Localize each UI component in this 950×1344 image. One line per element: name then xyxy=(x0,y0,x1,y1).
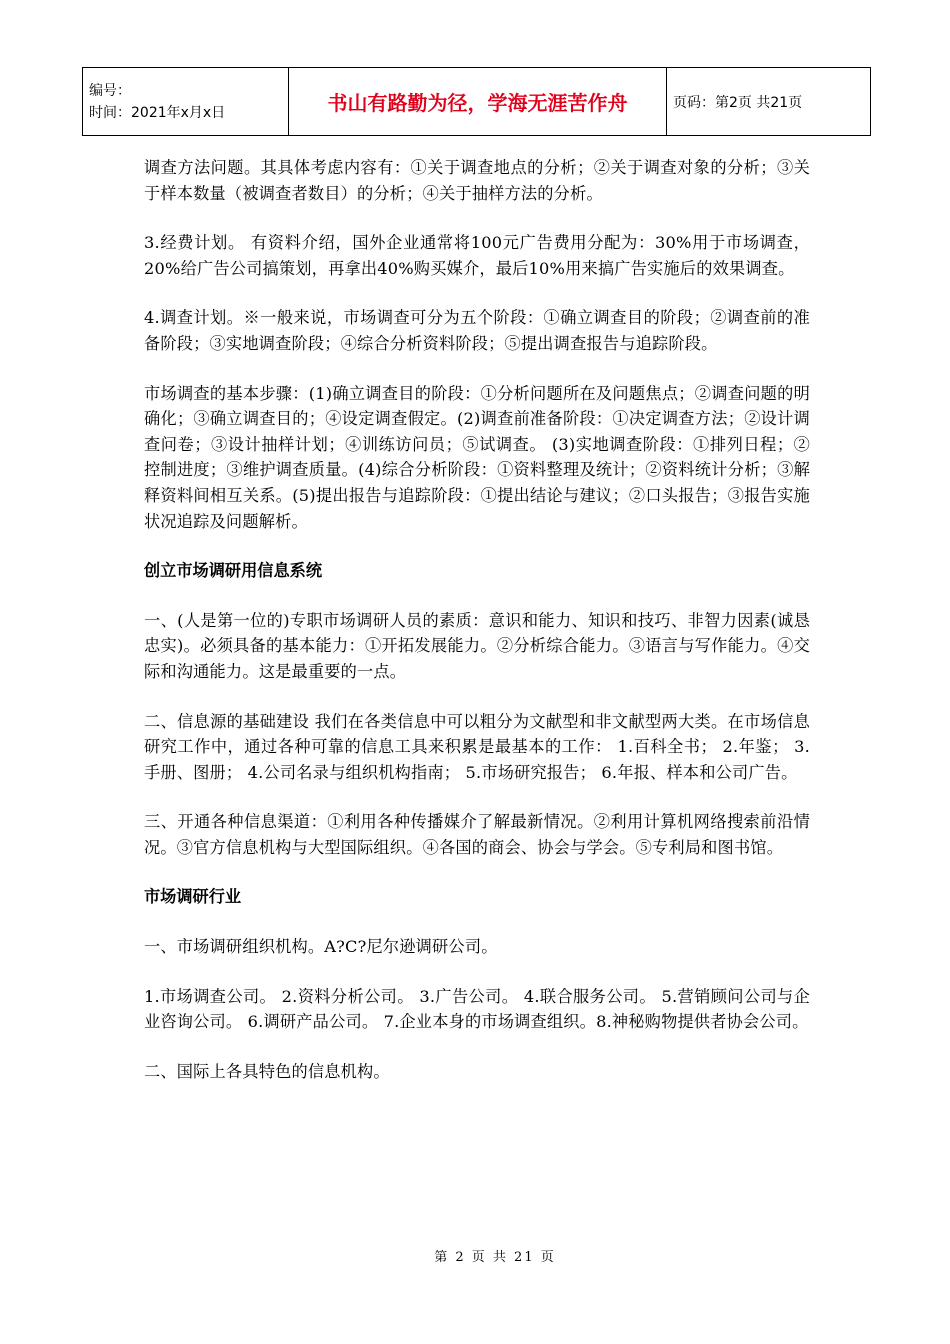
date-label: 时间：2021年x月x日 xyxy=(89,104,226,121)
document-header xyxy=(82,67,871,136)
header-page-info: 页码：第2页 共21页 xyxy=(667,68,871,136)
page-footer: 第 2 页 共 21 页 xyxy=(434,1250,556,1265)
paragraph: 调查方法问题。其具体考虑内容有：①关于调查地点的分析；②关于调查对象的分析；③关于样本数量（被调查者数目）的分析；④关于抽样方法的分析。 xyxy=(144,158,810,203)
paragraph: 3.经费计划。 有资料介绍，国外企业通常将100元广告费用分配为：30%用于市场调查，20%给广告公司搞策划，再拿出40%购买媒介，最后10%用来搞广告实施后的效果调查。 xyxy=(144,233,810,278)
number-label: 编号： xyxy=(89,82,131,99)
header-motto: 书山有路勤为径，学海无涯苦作舟 xyxy=(289,68,667,136)
section-heading: 创立市场调研用信息系统 xyxy=(144,561,323,581)
section-heading: 市场调研行业 xyxy=(144,887,242,907)
paragraph: 二、国际上各具特色的信息机构。 xyxy=(144,1061,390,1081)
paragraph: 一、市场调研组织机构。A?C?尼尔逊调研公司。 xyxy=(144,937,498,957)
header-meta xyxy=(83,68,289,136)
paragraph: 1.市场调查公司。 2.资料分析公司。 3.广告公司。 4.联合服务公司。 5.营销顾问公司与企业咨询公司。 6.调研产品公司。 7.企业本身的市场调查组织。8.神秘购物提供者协会公司。 xyxy=(144,986,810,1032)
paragraph: 三、开通各种信息渠道：①利用各种传播媒介了解最新情况。②利用计算机网络搜索前沿情况。③官方信息机构与大型国际组织。④各国的商会、协会与学会。⑤专利局和图书馆。 xyxy=(144,812,810,857)
paragraph: 4.调查计划。※一般来说，市场调查可分为五个阶段：①确立调查目的阶段；②调查前的准备阶段；③实地调查阶段；④综合分析资料阶段；⑤提出调查报告与追踪阶段。 xyxy=(144,308,810,353)
document-body xyxy=(144,155,810,1108)
paragraph: 二、信息源的基础建设 我们在各类信息中可以粗分为文献型和非文献型两大类。在市场信息研究工作中，通过各种可靠的信息工具来积累是最基本的工作： 1.百科全书； 2.年鉴； 3.手册、图册； 4.公司名录与组织机构指南； 5.市场研究报告； 6.年报、样本和公司广告。 xyxy=(144,711,810,782)
paragraph: 市场调查的基本步骤：(1)确立调查目的阶段：①分析问题所在及问题焦点；②调查问题的明确化；③确立调查目的；④设定调查假定。(2)调查前准备阶段：①决定调查方法；②设计调查问卷；③设计抽样计划；④训练访问员；⑤试调查。 (3)实地调查阶段：①排列日程；②控制进度；③维护调查质量。(4)综合分析阶段：①资料整理及统计；②资料统计分析；③解释资料间相互关系。(5)提出报告与追踪阶段：①提出结论与建议；②口头报告；③报告实施状况追踪及问题解析。 xyxy=(144,383,810,531)
paragraph: 一、(人是第一位的)专职市场调研人员的素质：意识和能力、知识和技巧、非智力因素(诚恳忠实)。必须具备的基本能力：①开拓发展能力。②分析综合能力。③语言与写作能力。④交际和沟通能力。这是最重要的一点。 xyxy=(144,610,810,681)
